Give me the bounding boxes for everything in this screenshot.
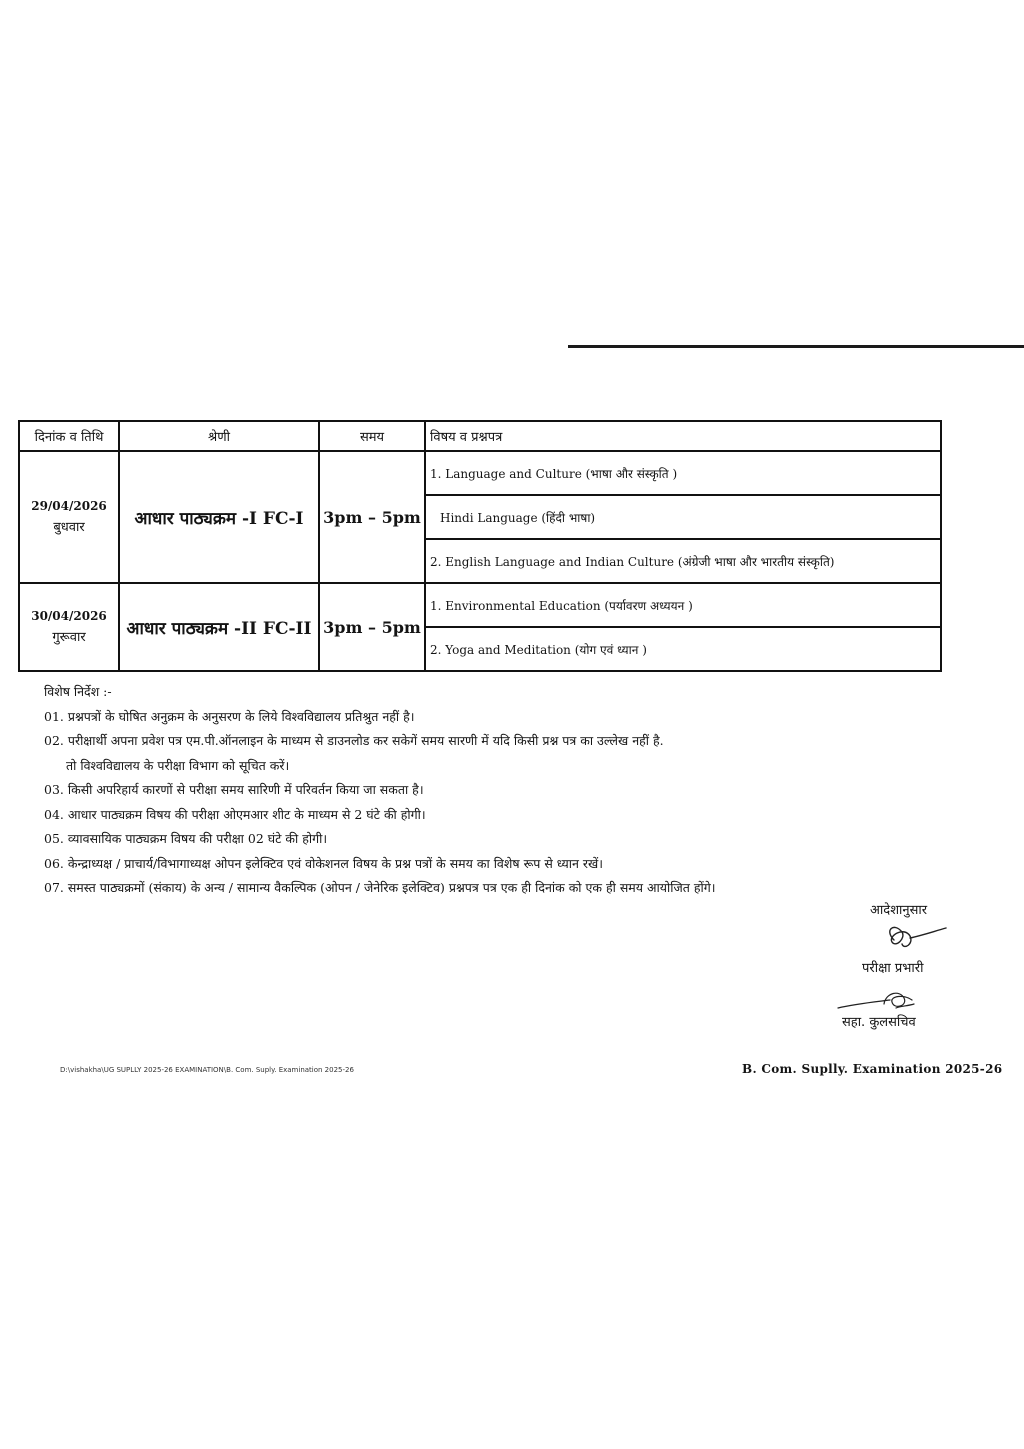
instruction-item: 01. प्रश्नपत्रों के घोषित अनुक्रम के अनुसरण के लिये विश्वविद्यालय प्रतिश्रुत नहीं है। — [44, 708, 415, 724]
subject-cell: 2. English Language and Indian Culture (अंग्रेजी भाषा और भारतीय संस्कृति) — [425, 539, 941, 583]
subject-cell: 1. Language and Culture (भाषा और संस्कृति ) — [425, 451, 941, 495]
subject-cell: Hindi Language (हिंदी भाषा) — [425, 495, 941, 539]
exam-day: बुधवार — [53, 520, 85, 535]
instruction-item: तो विश्वविद्यालय के परीक्षा विभाग को सूचित करें। — [66, 757, 290, 773]
file-path: D:\vishakha\UG SUPLLY 2025-26 EXAMINATION\B. Com. Suply. Examination 2025-26 — [60, 1066, 354, 1074]
table-row — [19, 451, 941, 495]
instruction-item: 04. आधार पाठ्यक्रम विषय की परीक्षा ओएमआर शीट के माध्यम से 2 घंटे की होगी। — [44, 806, 426, 822]
header-date: दिनांक व तिथि — [19, 421, 119, 451]
exam-incharge-label: परीक्षा प्रभारी — [862, 961, 924, 976]
header-subject: विषय व प्रश्नपत्र — [425, 421, 941, 451]
instruction-item: 06. केन्द्राध्यक्ष / प्राचार्य/विभागाध्यक्ष ओपन इलेक्टिव एवं वोकेशनल विषय के प्रश्न पत्रों के समय का विशेष रूप से ध्यान रखें। — [44, 855, 603, 871]
instruction-item: 07. समस्त पाठ्यक्रमों (संकाय) के अन्य / सामान्य वैकल्पिक (ओपन / जेनेरिक इलेक्टिव) प्रश्नपत्र पत्र एक ही दिनांक को एक ही समय आयोजित होंगे। — [44, 880, 716, 895]
instruction-item: 03. किसी अपरिहार्य कारणों से परीक्षा समय सारिणी में परिवर्तन किया जा सकता है। — [44, 782, 424, 797]
subject-cell: 1. Environmental Education (पर्यावरण अध्ययन ) — [425, 583, 941, 627]
top-rule — [568, 345, 1024, 348]
exam-name: B. Com. Suplly. Examination 2025-26 — [742, 1062, 1003, 1076]
header-time: समय — [319, 421, 425, 451]
instruction-item: 05. व्यावसायिक पाठ्यक्रम विषय की परीक्षा 02 घंटे की होगी। — [44, 831, 328, 846]
category-cell: आधार पाठ्यक्रम -I FC-I — [119, 451, 319, 583]
subject-cell: 2. Yoga and Meditation (योग एवं ध्यान ) — [425, 627, 941, 671]
order-label: आदेशानुसार — [870, 903, 928, 918]
exam-date: 30/04/2026 — [31, 609, 107, 623]
header-category: श्रेणी — [119, 421, 319, 451]
instructions-title: विशेष निर्देश :- — [44, 684, 112, 699]
time-cell: 3pm – 5pm — [319, 451, 425, 583]
date-cell — [19, 583, 119, 671]
exam-date: 29/04/2026 — [31, 499, 107, 513]
exam-incharge-signature-icon — [880, 918, 952, 958]
assistant-registrar-label: सहा. कुलसचिव — [842, 1015, 916, 1030]
signature-block — [830, 900, 970, 1030]
instruction-item: 02. परीक्षार्थी अपना प्रवेश पत्र एम.पी.ऑनलाइन के माध्यम से डाउनलोड कर सकेगें समय सारणी में यदि किसी प्रश्न पत्र का उल्लेख नहीं है. — [44, 733, 664, 748]
exam-schedule-table — [18, 420, 942, 672]
special-instructions — [44, 680, 804, 901]
registrar-signature-icon — [834, 986, 924, 1020]
category-cell: आधार पाठ्यक्रम -II FC-II — [119, 583, 319, 671]
date-cell — [19, 451, 119, 583]
exam-day: गुरूवार — [52, 630, 86, 645]
table-header-row — [19, 421, 941, 451]
time-cell: 3pm – 5pm — [319, 583, 425, 671]
table-row — [19, 583, 941, 627]
